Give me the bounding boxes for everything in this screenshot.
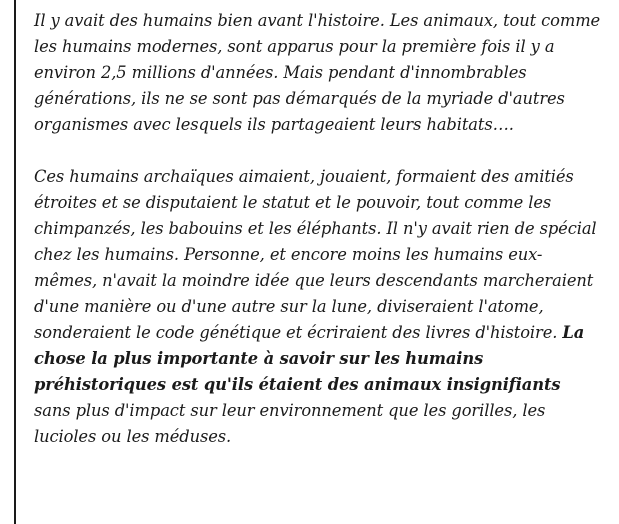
quote-emphasis: La chose la plus importante à savoir sur les humains préhistoriques est qu'ils étaient des animaux insignifiants	[34, 323, 585, 394]
quote-paragraph-1: Il y avait des humains bien avant l'histoire. Les animaux, tout comme les humains modernes, sont apparus pour la première fois il y a environ 2,5 millions d'années. Mais pendant d'innombrables générations, ils ne se sont pas démarqués de la myriade d'autres organismes avec lesquels ils partageaient leurs habitats….	[34, 11, 601, 134]
blockquote	[34, 8, 602, 450]
blockquote-border	[14, 0, 16, 524]
quote-paragraph-2-text-start: Ces humains archaïques aimaient, jouaient, formaient des amitiés étroites et se disputaient le statut et le pouvoir, tout comme les chimpanzés, les babouins et les éléphants. Il n'y avait rien de spécial chez les humains. Personne, et encore moins les humains eux-mêmes, n'avait la moindre idée que leurs descendants marcheraient d'une manière ou d'une autre sur la lune, diviseraient l'atome, sonderaient le code génétique et écriraient des livres d'histoire.	[34, 167, 597, 342]
quote-paragraph-2	[34, 164, 602, 450]
quote-paragraph-2-text-end: sans plus d'impact sur leur environnement que les gorilles, les lucioles ou les méduses.	[34, 401, 546, 446]
